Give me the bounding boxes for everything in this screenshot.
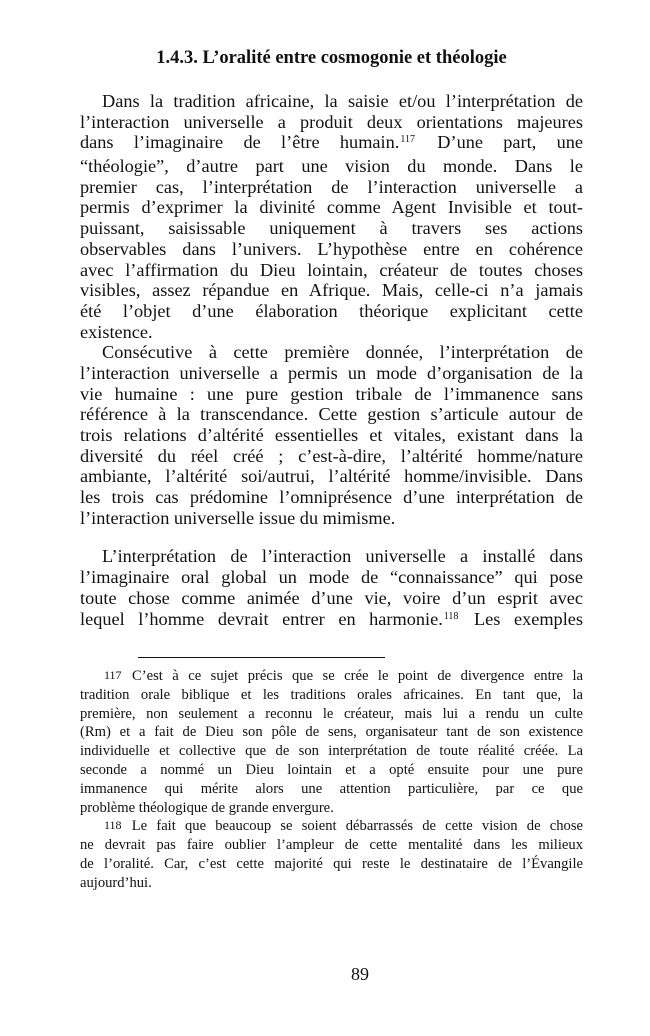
text-line [80,342,583,363]
line-text: visibles, assez répandue en Afrique. Mais, celle-ci n’a jamais [80,280,583,301]
line-text: référence à la transcendance. Cette gestion s’articule autour de [80,404,583,425]
text-line [80,567,583,588]
footnote-line [80,855,583,874]
line-text: D’une part, une [416,132,583,153]
text-line [80,588,583,609]
footnote-number: 118 [104,818,122,833]
footnote-reference: 117 [400,134,415,146]
footnote-line [80,705,583,724]
line-text: (Rm) et a fait de Dieu son pôle de sens, organisateur tant de son existence [80,724,583,741]
text-line [80,177,583,198]
text-line [80,446,583,467]
text-line [80,487,583,508]
body-text [80,91,583,632]
footnote-line [80,723,583,742]
text-line [80,609,583,633]
text-line [80,508,583,529]
line-text: puissant, saisissable uniquement à travers ses actions [80,218,583,239]
line-text: l’imaginaire oral global un mode de “connaissance” qui pose [80,567,583,588]
line-text: l’interaction universelle a permis un mode d’organisation de la [80,362,583,383]
line-text: permis d’exprimer la divinité comme Agent Invisible et tout- [80,197,583,218]
section-heading: 1.4.3. L’oralité entre cosmogonie et théologie [156,48,507,68]
footnote-line [80,742,583,761]
line-text: trois relations d’altérité essentielles et vitales, existant dans la [80,425,583,445]
text-line [80,239,583,260]
footnotes [80,667,583,893]
text-line [80,197,583,218]
text-line [80,156,583,177]
line-text: problème théologique de grande envergure. [80,799,334,816]
line-text: Consécutive à cette première donnée, l’interprétation de [102,342,583,363]
footnote-line [80,761,583,780]
line-text: diversité du réel créé ; c’est-à-dire, l’altérité homme/nature [80,445,583,466]
line-text: seconde a nommé un Dieu lointain et a opté ensuite pour une pure [80,761,583,778]
footnote-line [80,799,583,818]
text-line [80,425,583,446]
line-text: été l’objet d’une élaboration théorique explicitant cette [80,300,583,321]
text-line [80,301,583,322]
line-text: dans l’imaginaire de l’être humain. [80,132,400,153]
line-text: “théologie”, d’autre part une vision du monde. Dans le [80,156,583,177]
footnote-line [80,836,583,855]
text-line [80,218,583,239]
line-text: observables dans l’univers. L’hypothèse entre en cohérence [80,238,583,259]
text-line [80,363,583,384]
line-text: ne devrait pas faire oublier l’ampleur de cette mentalité dans les milieux [80,837,583,854]
text-line [80,260,583,281]
footnote-separator [138,657,385,658]
footnote-line [80,686,583,705]
line-text: C’est à ce sujet précis que se crée le point de divergence entre la [122,668,583,684]
text-line [80,404,583,425]
line-text: tradition orale biblique et les traditions orales africaines. En tant que, la [80,686,583,703]
line-text: l’interaction universelle a produit deux orientations majeures [80,111,583,132]
line-text: individuelle et collective que de son interprétation de toute réalité créée. La [80,743,583,760]
line-text: L’interprétation de l’interaction universelle a installé dans [102,546,583,567]
footnote-line [80,780,583,799]
paragraph-gap [80,528,583,546]
page-number: 89 [351,964,369,984]
footnote-number: 117 [104,668,122,682]
line-text: première, non seulement a reconnu le créateur, mais lui a rendu un culte [80,705,583,722]
line-text: Les exemples [460,608,583,629]
line-text: vie humaine : une pure gestion tribale de l’immanence sans [80,383,583,404]
footnote-line [80,817,583,836]
footnote-reference: 118 [443,610,459,622]
text-line [80,466,583,487]
text-line [80,546,583,567]
text-line [80,132,583,156]
text-line [80,91,583,112]
text-line [80,322,583,343]
line-text: Le fait que beaucoup se soient débarrassés de cette vision de chose [122,818,583,835]
line-text: aujourd’hui. [80,874,152,891]
line-text: ambiante, l’altérité soi/autrui, l’altérité homme/invisible. Dans [80,466,583,487]
line-text: immanence qui mérite alors une attention particulière, par ce que [80,780,583,797]
text-line [80,280,583,301]
line-text: avec l’affirmation du Dieu lointain, créateur de toutes choses [80,259,583,280]
line-text: lequel l’homme devrait entrer en harmonie. [80,608,443,629]
footnote-line [80,667,583,686]
line-text: les trois cas prédomine l’omniprésence d’une interprétation de [80,487,583,508]
text-line [80,112,583,133]
line-text: de l’oralité. Car, c’est cette majorité qui reste le destinataire de l’Évangile [80,855,583,872]
line-text: Dans la tradition africaine, la saisie et/ou l’interprétation de [102,91,583,111]
text-line [80,384,583,405]
line-text: existence. [80,321,153,342]
line-text: premier cas, l’interprétation de l’interaction universelle a [80,176,583,197]
footnote-line [80,874,583,893]
line-text: toute chose comme animée d’une vie, voire d’un esprit avec [80,587,583,608]
line-text: l’interaction universelle issue du mimisme. [80,507,396,528]
